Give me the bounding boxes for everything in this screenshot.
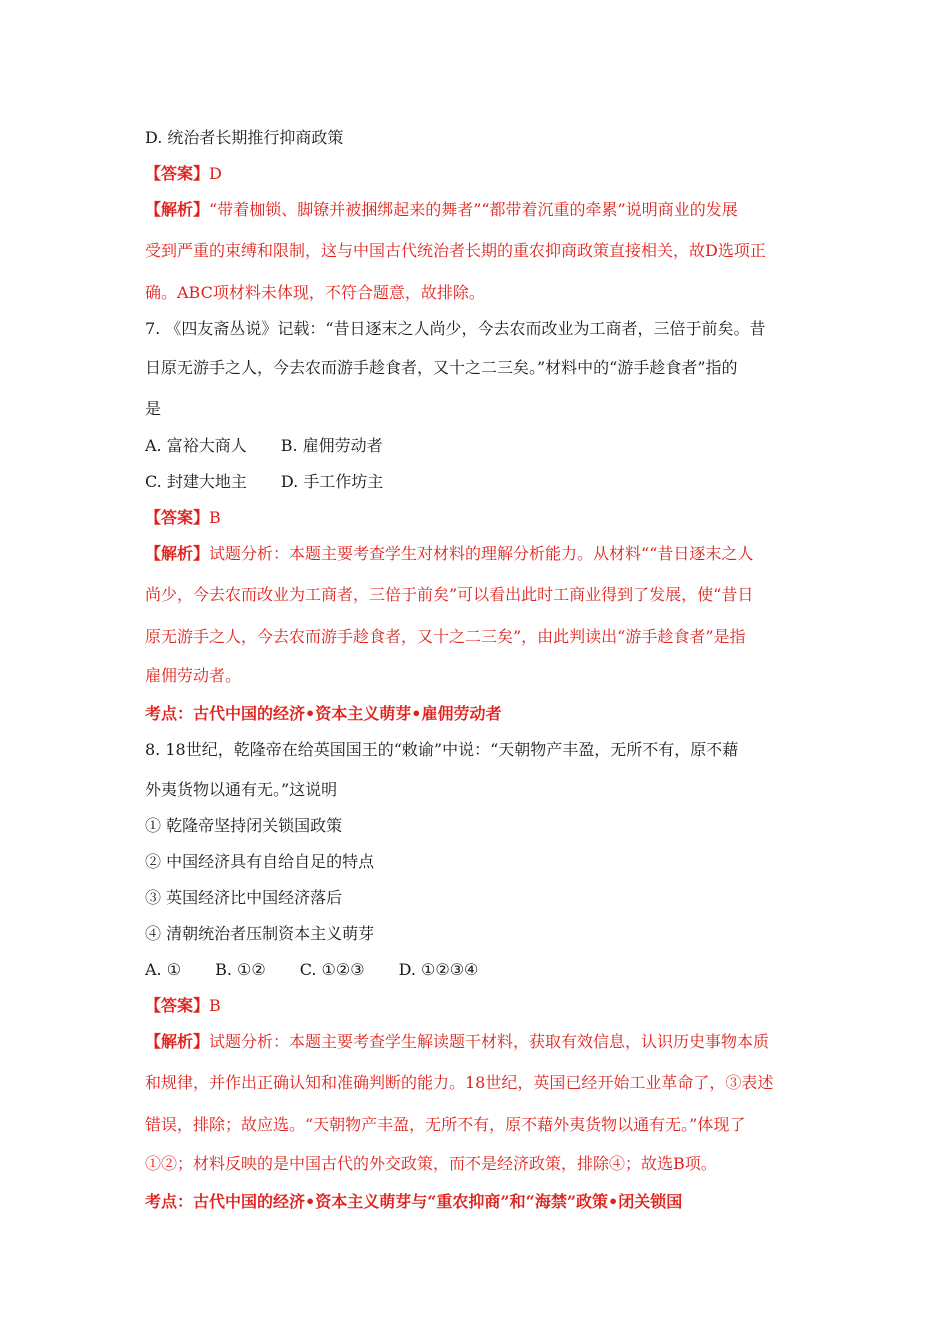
q8-analysis-line-1: 【解析】试题分析：本题主要考查学生解读题干材料，获取有效信息，认识历史事物本质 <box>145 1032 770 1051</box>
q8-item-3: ③ 英国经济比中国经济落后 <box>145 888 343 907</box>
q7-stem-line-1: 7. 《四友斋丛说》记载：“昔日逐末之人尚少，今去农而改业为工商者，三倍于前矣。昔 <box>145 319 766 338</box>
q7-stem-line-2: 日原无游手之人，今去农而游手趁食者，又十之二三矣。”材料中的“游手趁食者”指的 <box>145 358 738 377</box>
q6-option-d: D. 统治者长期推行抑商政策 <box>145 128 344 147</box>
q7-options-row-2 <box>145 472 810 492</box>
q8-option-a: A. ① <box>145 960 182 979</box>
q7-stem-line-3: 是 <box>145 399 162 418</box>
q8-option-c: C. ①②③ <box>299 960 365 979</box>
q8-analysis-line-2: 和规律，并作出正确认知和准确判断的能力。18世纪，英国已经开始工业革命了，③表述 <box>145 1073 774 1092</box>
q6-analysis-line-1: 【解析】“带着枷锁、脚镣并被捆绑起来的舞者”“都带着沉重的牵累”说明商业的发展 <box>145 200 738 219</box>
q7-kaodian: 考点：古代中国的经济•资本主义萌芽•雇佣劳动者 <box>145 704 502 723</box>
q8-item-4: ④ 清朝统治者压制资本主义萌芽 <box>145 924 375 943</box>
q6-answer <box>145 164 810 184</box>
q8-kaodian: 考点：古代中国的经济•资本主义萌芽与“重农抑商”和“海禁”政策•闭关锁国 <box>145 1192 683 1211</box>
q6-analysis-line-3: 确。ABC项材料未体现，不符合题意，故排除。 <box>145 283 485 302</box>
q7-analysis-line-3: 原无游手之人，今去农而游手趁食者，又十之二三矣”，由此判读出“游手趁食者”是指 <box>145 627 746 646</box>
q8-analysis-line-3: 错误，排除；故应选。“天朝物产丰盈，无所不有，原不藉外夷货物以通有无。”体现了 <box>145 1115 746 1134</box>
q7-option-a: A. 富裕大商人 <box>145 436 247 455</box>
q8-option-b: B. ①② <box>215 960 266 979</box>
q8-analysis-line-4: ①②；材料反映的是中国古代的外交政策，而不是经济政策，排除④；故选B项。 <box>145 1154 717 1173</box>
q8-stem-line-1: 8. 18世纪，乾隆帝在给英国国王的“敕谕”中说：“天朝物产丰盈，无所不有，原不藉 <box>145 740 739 759</box>
q7-analysis-line-4: 雇佣劳动者。 <box>145 666 242 685</box>
q6-answer-value: D <box>209 164 222 183</box>
q6-analysis-label: 【解析】 <box>145 200 210 219</box>
q7-option-b: B. 雇佣劳动者 <box>280 436 383 455</box>
q7-answer-label: 【答案】 <box>145 508 210 527</box>
q7-answer <box>145 508 810 528</box>
q7-analysis-label: 【解析】 <box>145 544 210 563</box>
q8-item-2: ② 中国经济具有自给自足的特点 <box>145 852 375 871</box>
q8-answer-label: 【答案】 <box>145 996 210 1015</box>
q8-analysis-label: 【解析】 <box>145 1032 210 1051</box>
q6-answer-label: 【答案】 <box>145 164 210 183</box>
q8-stem-line-2: 外夷货物以通有无。”这说明 <box>145 780 338 799</box>
q6-analysis-line-2: 受到严重的束缚和限制，这与中国古代统治者长期的重农抑商政策直接相关，故D选项正 <box>145 241 766 260</box>
q7-analysis-line-2: 尚少，今去农而改业为工商者，三倍于前矣”可以看出此时工商业得到了发展，使“昔日 <box>145 585 754 604</box>
q7-option-d: D. 手工作坊主 <box>280 472 384 491</box>
q7-answer-value: B <box>209 508 221 527</box>
q8-options-row <box>145 960 810 980</box>
q7-analysis-line-1: 【解析】试题分析：本题主要考查学生对材料的理解分析能力。从材料““昔日逐末之人 <box>145 544 754 563</box>
q8-answer <box>145 996 810 1016</box>
q8-option-d: D. ①②③④ <box>398 960 479 979</box>
q8-item-1: ① 乾隆帝坚持闭关锁国政策 <box>145 816 343 835</box>
q7-option-c: C. 封建大地主 <box>145 472 247 491</box>
q7-options-row-1 <box>145 436 810 456</box>
q8-answer-value: B <box>209 996 221 1015</box>
